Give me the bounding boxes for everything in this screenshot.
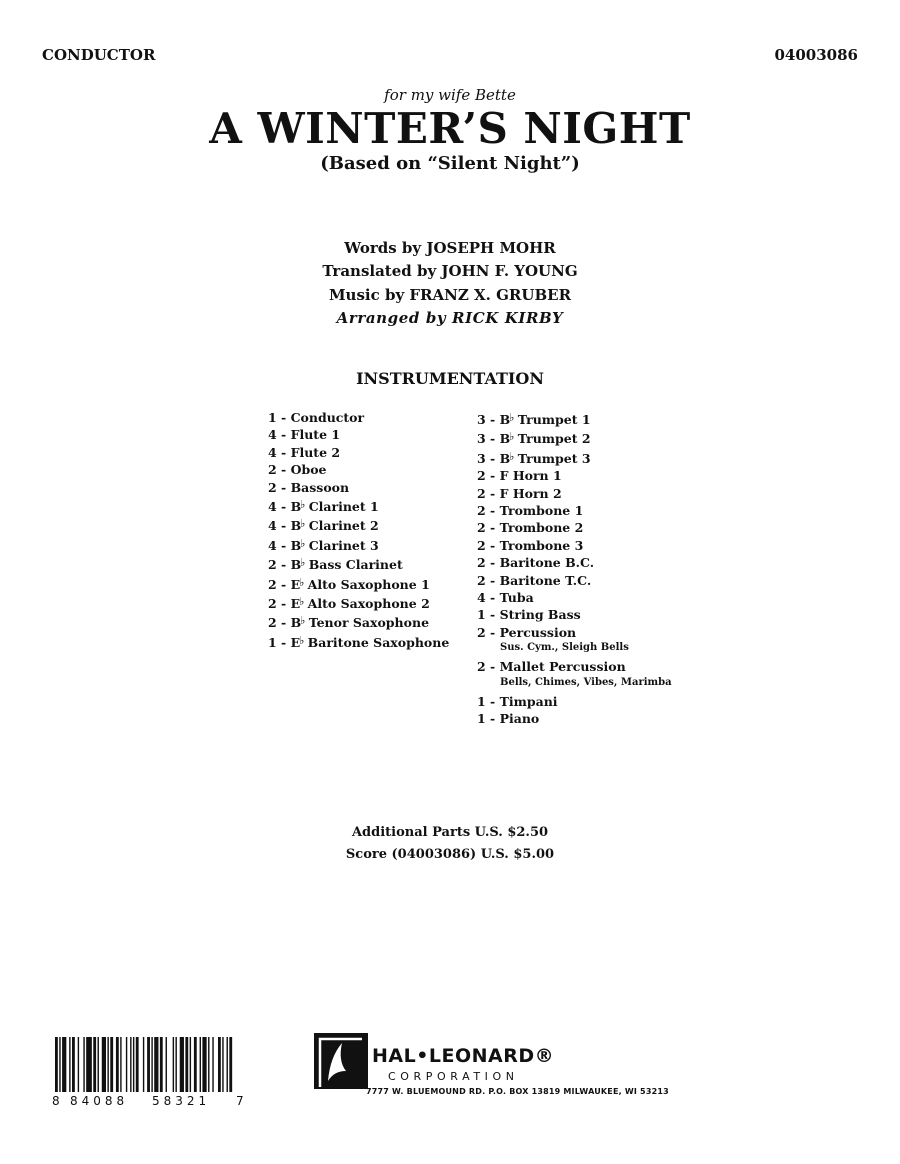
publisher-name: HAL•LEONARD® [372, 1045, 555, 1067]
flat-symbol: ♭ [300, 536, 306, 550]
publisher-corporation: CORPORATION [388, 1070, 519, 1083]
instrument-entry [268, 496, 449, 515]
instrument-entry [268, 632, 449, 651]
instrument-entry-text-rest: Alto Saxophone 1 [303, 576, 430, 592]
price-score: Score (04003086) U.S. $5.00 [345, 847, 555, 862]
barcode-digit-first: 8 [52, 1094, 60, 1108]
instrument-entry [477, 606, 672, 623]
instrument-entry [268, 535, 449, 554]
header-catalog-number: 04003086 [774, 46, 858, 64]
instrument-entry-text-rest: Trumpet 3 [513, 450, 591, 466]
flat-symbol: ♭ [509, 430, 515, 444]
instrument-entry [477, 467, 672, 484]
instrument-entry-text: 2 - Trombone 3 [477, 537, 584, 553]
instrument-entry-text: 4 - B [268, 518, 302, 534]
instrument-entry [477, 554, 672, 571]
instrument-entry-text: 2 - Baritone B.C. [477, 555, 595, 571]
instrument-entry-text: 2 - Trombone 2 [477, 520, 584, 536]
price-additional-parts: Additional Parts U.S. $2.50 [351, 825, 549, 840]
barcode-digits-left: 84088 [70, 1094, 129, 1108]
instrumentation-left-column [268, 409, 449, 651]
instrument-entry-text: 2 - Bassoon [268, 479, 350, 495]
instrument-entry-text-rest: Tenor Saxophone [304, 615, 430, 631]
instrument-entry-detail: Bells, Chimes, Vibes, Marimba [500, 676, 672, 688]
instrument-entry [477, 537, 672, 554]
instrument-entry [477, 710, 672, 727]
instrument-entry [477, 428, 672, 447]
instrument-entry-text: 1 - E [268, 634, 301, 650]
publisher-address: 7777 W. BLUEMOUND RD. P.O. BOX 13819 MILWAUKEE, WI 53213 [366, 1087, 669, 1096]
instrument-entry-text: 4 - Flute 1 [268, 427, 341, 443]
instrument-entry-text-rest: Clarinet 1 [304, 499, 379, 515]
instrument-entry-text: 4 - B [268, 537, 302, 553]
instrument-entry-text: 2 - Mallet Percussion [477, 659, 626, 675]
instrument-entry [477, 485, 672, 502]
instrument-entry [268, 574, 449, 593]
subtitle: (Based on “Silent Night”) [320, 153, 580, 174]
instrument-entry-text: 1 - Conductor [268, 410, 365, 425]
hal-leonard-logo-icon [312, 1031, 370, 1091]
instrument-entry-text: 2 - Percussion [477, 624, 577, 640]
instrument-entry-text: 1 - Piano [477, 711, 540, 727]
instrument-entry-text-rest: Baritone Saxophone [303, 634, 450, 650]
instrument-entry [268, 479, 449, 496]
instrument-entry [477, 409, 672, 428]
instrument-entry-text: 2 - B [268, 615, 302, 631]
instrument-entry-text-rest: Clarinet 3 [304, 537, 379, 553]
instrument-entry-text-rest: Trumpet 2 [513, 431, 591, 447]
instrument-entry-detail: Sus. Cym., Sleigh Bells [500, 642, 629, 654]
instrument-entry [477, 519, 672, 536]
instrument-entry [477, 624, 672, 641]
instrument-entry-text-rest: Alto Saxophone 2 [303, 596, 430, 612]
instrument-entry-text: 3 - B [477, 412, 511, 427]
header-part-label: CONDUCTOR [42, 46, 156, 64]
page-title: A WINTER’S NIGHT [209, 104, 691, 153]
instrument-entry-text: 2 - E [268, 596, 301, 612]
instrument-entry [477, 693, 672, 710]
instrument-entry-text: 2 - Baritone T.C. [477, 572, 592, 588]
instrument-entry-text: 2 - Trombone 1 [477, 503, 584, 519]
instrument-entry-text: 2 - E [268, 576, 301, 592]
instrument-entry [268, 515, 449, 534]
barcode-digits-right: 58321 [152, 1094, 211, 1108]
instrument-entry-text: 3 - B [477, 431, 511, 447]
instrument-entry [477, 502, 672, 519]
flat-symbol: ♭ [300, 556, 306, 570]
flat-symbol: ♭ [299, 575, 305, 589]
instrument-entry [477, 589, 672, 606]
instrument-entry [268, 612, 449, 631]
instrument-entry-text: 3 - B [477, 450, 511, 466]
instrument-entry [268, 461, 449, 478]
instrumentation-right-column [477, 409, 672, 728]
instrument-entry-text: 1 - Timpani [477, 693, 558, 709]
flat-symbol: ♭ [299, 633, 305, 647]
flat-symbol: ♭ [509, 411, 515, 424]
instrument-entry-text: 2 - F Horn 1 [477, 468, 562, 484]
instrument-entry-text: 4 - B [268, 499, 302, 515]
instrument-entry-text: 1 - String Bass [477, 607, 581, 623]
credit-words: Words by JOSEPH MOHR [344, 239, 556, 257]
instrument-entry-text: 4 - Tuba [477, 590, 534, 606]
instrument-entry [268, 593, 449, 612]
barcode-image [55, 1037, 235, 1092]
credit-translated: Translated by JOHN F. YOUNG [322, 262, 578, 280]
flat-symbol: ♭ [300, 517, 306, 531]
credit-music: Music by FRANZ X. GRUBER [328, 286, 572, 304]
instrument-entry [477, 658, 672, 675]
barcode-digit-last: 7 [236, 1094, 244, 1108]
flat-symbol: ♭ [299, 595, 305, 609]
flat-symbol: ♭ [300, 498, 306, 512]
instrument-entry-text: 2 - F Horn 2 [477, 485, 562, 501]
instrumentation-heading: INSTRUMENTATION [356, 369, 544, 388]
instrument-entry-text-rest: Trumpet 1 [513, 412, 591, 427]
dedication: for my wife Bette [384, 86, 516, 104]
instrument-entry [477, 572, 672, 589]
instrument-entry [268, 444, 449, 461]
instrument-entry [268, 409, 449, 426]
instrument-entry-text-rest: Clarinet 2 [304, 518, 379, 534]
flat-symbol: ♭ [300, 614, 306, 628]
instrument-entry-text: 2 - Oboe [268, 462, 327, 478]
flat-symbol: ♭ [509, 449, 515, 463]
instrument-entry [268, 554, 449, 573]
instrument-entry-text: 4 - Flute 2 [268, 444, 341, 460]
instrument-entry-text: 2 - B [268, 557, 302, 573]
credit-arranged: Arranged by RICK KIRBY [336, 309, 564, 327]
instrument-entry [268, 426, 449, 443]
instrument-entry [477, 448, 672, 467]
instrument-entry-text-rest: Bass Clarinet [304, 557, 403, 573]
